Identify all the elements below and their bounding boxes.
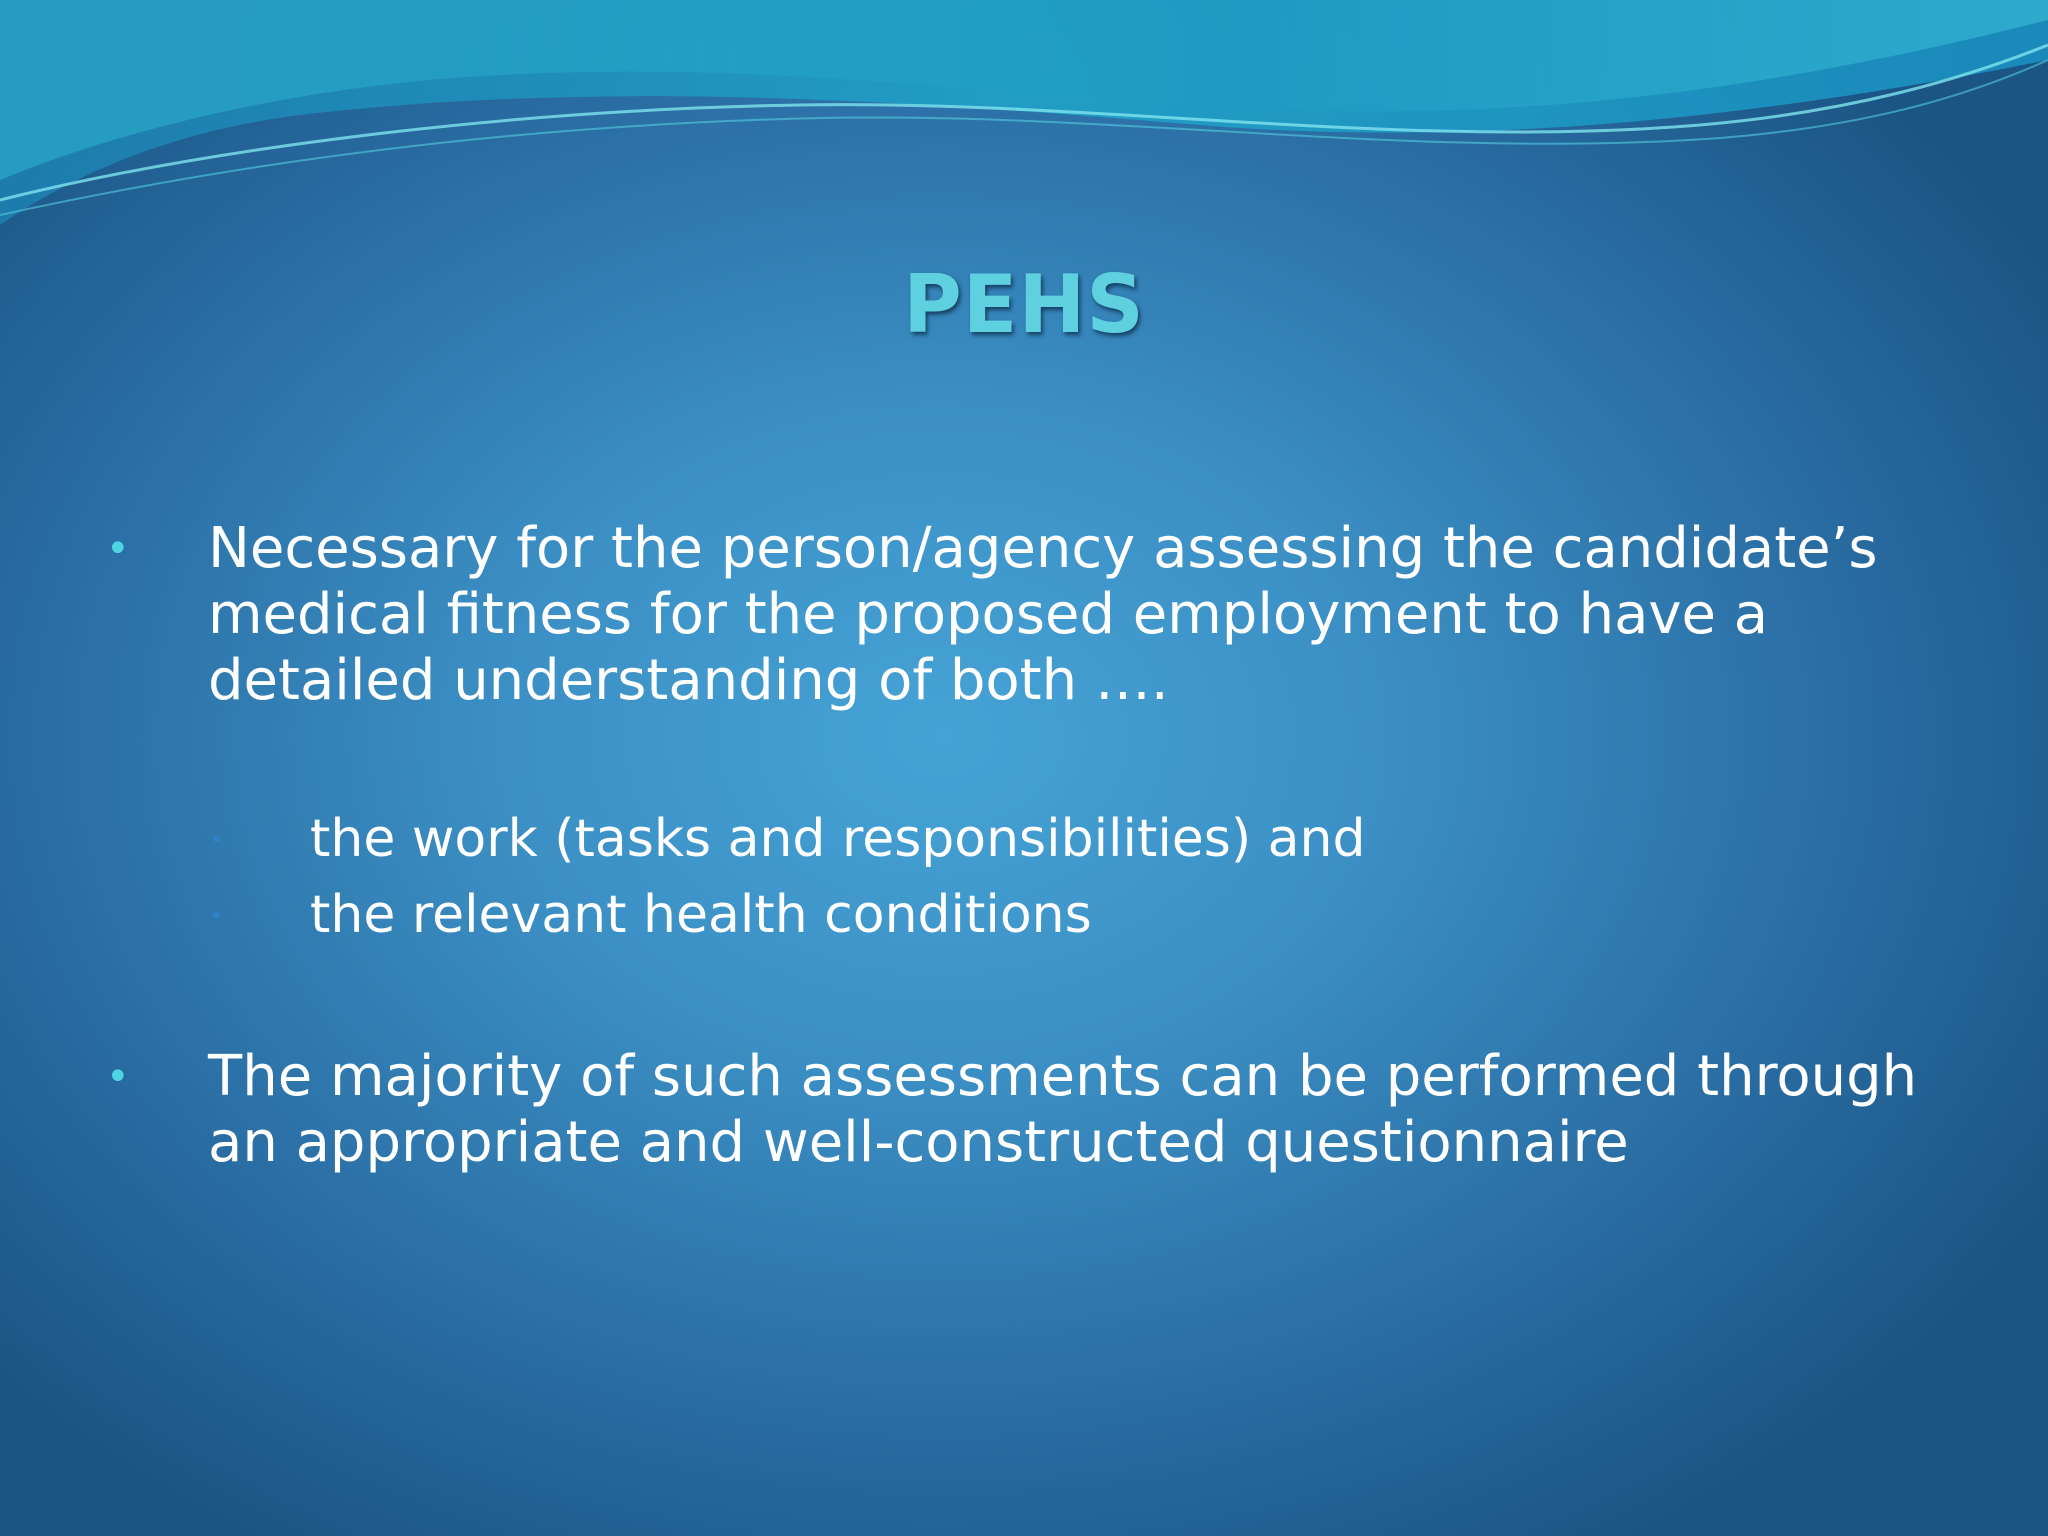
sub-bullet-item-health xyxy=(210,884,1810,946)
bullet-dot-icon: • xyxy=(210,904,223,929)
bullet-dot-icon: • xyxy=(106,526,130,572)
bullet-text: Necessary for the person/agency assessing the candidate’s medical fitness for the proposed employment to have a detailed understanding of both …. xyxy=(208,516,1878,713)
bullet-item-majority xyxy=(106,1044,1928,1176)
sub-bullet-text: the work (tasks and responsibilities) and xyxy=(310,809,1366,869)
bullet-text: The majority of such assessments can be performed through an appropriate and well-constructed questionnaire xyxy=(208,1044,1918,1175)
bullet-dot-icon: • xyxy=(106,1054,130,1100)
bullet-dot-icon: • xyxy=(210,828,223,853)
sub-bullet-item-work xyxy=(210,808,1810,870)
slide-title: PEHS xyxy=(903,258,1145,351)
bullet-item-necessary xyxy=(106,516,1928,714)
sub-bullet-text: the relevant health conditions xyxy=(310,885,1092,945)
